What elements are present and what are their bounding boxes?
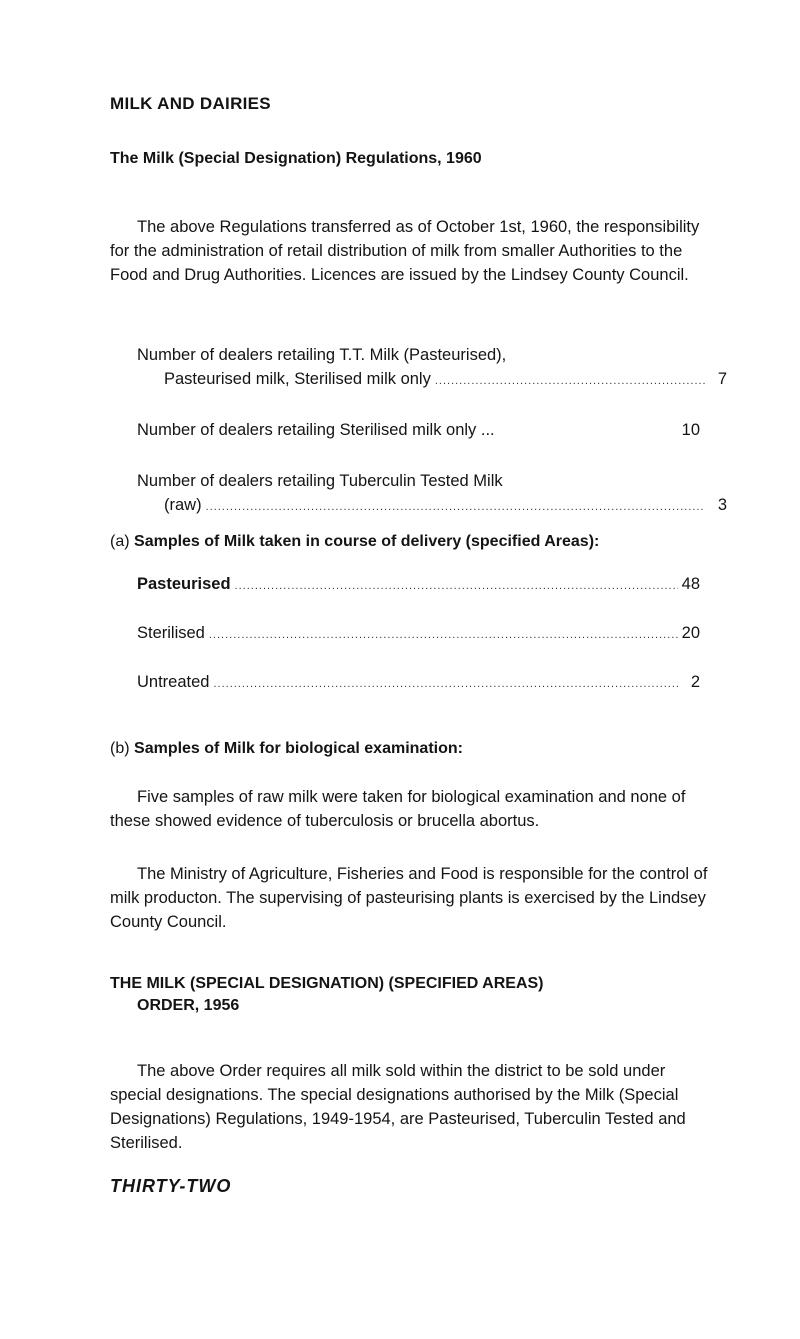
samples-a-label-1: Pasteurised (137, 575, 231, 593)
regulations-heading: The Milk (Special Designation) Regulations, 1960 (110, 150, 482, 167)
order-paragraph: The above Order requires all milk sold within the district to be sold under special designations. The special designations authorised by the Milk (Special Designations) Regulations, 1949-1954, are Pasteurised, Tuberculin Tested and Sterilised. (110, 1062, 686, 1152)
samples-b-paragraph-1: Five samples of raw milk were taken for biological examination and none of these showed evidence of tuberculosis or brucella abortus. (110, 788, 686, 830)
leader-dots (435, 369, 705, 393)
dealers-item-3-line-1: Number of dealers retailing Tuberculin Tested Milk (137, 472, 503, 490)
samples-a-row-1 (137, 572, 700, 598)
samples-b-paragraph-2: The Ministry of Agriculture, Fisheries and Food is responsible for the control of milk producton. The supervising of pasteurising plants is exercised by the Lindsey County Council. (110, 865, 708, 931)
samples-b-heading (110, 740, 720, 758)
leader-dots (213, 672, 678, 696)
dealers-item-1-line-1: Number of dealers retailing T.T. Milk (Pasteurised), (137, 346, 507, 364)
leader-dots (209, 623, 678, 647)
order-heading (110, 975, 730, 1015)
dealers-item-1-row (137, 367, 727, 393)
samples-a-value-2: 20 (681, 624, 700, 642)
samples-a-label-3: Untreated (137, 673, 210, 691)
samples-a-heading (110, 533, 730, 551)
dealers-item-1-value: 7 (717, 370, 727, 388)
order-heading-line-1: THE MILK (SPECIAL DESIGNATION) (SPECIFIED AREAS) (110, 975, 544, 992)
section-title: MILK AND DAIRIES (110, 94, 271, 113)
samples-b-heading-text: Samples of Milk for biological examination: (134, 740, 463, 757)
order-heading-line-2: ORDER, 1956 (137, 997, 240, 1014)
samples-a-value-1: 48 (681, 575, 700, 593)
samples-a-row-3 (137, 670, 700, 696)
samples-a-label-2: Sterilised (137, 624, 205, 642)
page-number-footer: THIRTY-TWO (110, 1176, 232, 1196)
samples-a-row-2 (137, 621, 700, 647)
dealers-item-2-value: 10 (681, 421, 700, 439)
dealers-item-3-line-2: (raw) (164, 496, 202, 514)
leader-dots (206, 495, 705, 519)
dealers-item-2-label: Number of dealers retailing Sterilised milk only ... (137, 421, 495, 439)
dealers-item-3 (137, 469, 747, 519)
dealers-item-1 (137, 343, 747, 393)
dealers-item-2 (137, 418, 700, 444)
regulations-paragraph: The above Regulations transferred as of October 1st, 1960, the responsibility for the administration of retail distribution of milk from smaller Authorities to the Food and Drug Authorities. Licences are issued by the Lindsey County Council. (110, 218, 700, 284)
samples-a-prefix: (a) (110, 533, 130, 550)
samples-b-prefix: (b) (110, 740, 130, 757)
samples-a-heading-text: Samples of Milk taken in course of delivery (specified Areas): (134, 533, 600, 550)
samples-a-value-3: 2 (690, 673, 700, 691)
dealers-item-1-line-2: Pasteurised milk, Sterilised milk only (164, 370, 431, 388)
dealers-item-3-value: 3 (717, 496, 727, 514)
dealers-item-3-row (137, 493, 727, 519)
leader-dots (235, 574, 678, 598)
